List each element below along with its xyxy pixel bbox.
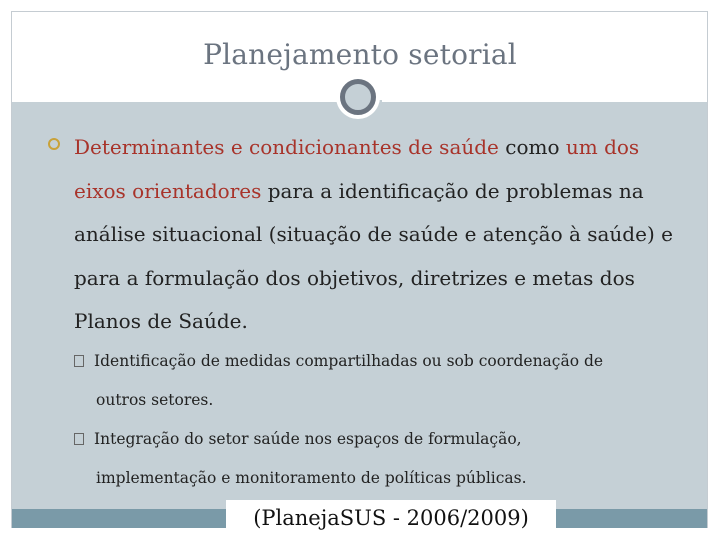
square-bullet-icon bbox=[74, 355, 84, 367]
divider-left bbox=[12, 98, 338, 102]
slide-title: Planejamento setorial bbox=[203, 38, 517, 71]
text-como: como bbox=[498, 135, 566, 159]
ring-bullet-icon bbox=[48, 138, 60, 150]
sub-bullet-1-line-2: outros setores. bbox=[96, 391, 214, 409]
sub-bullet-2-line-1: Integração do setor saúde nos espaços de formulação, bbox=[94, 430, 522, 448]
main-line-3: análise situacional (situação de saúde e atenção à saúde) e bbox=[74, 222, 673, 246]
highlight-um-dos: um dos bbox=[565, 135, 640, 159]
citation: (PlanejaSUS - 2006/2009) bbox=[226, 500, 556, 536]
sub-bullet-1-line-1: Identificação de medidas compartilhadas ou sob coordenação de bbox=[94, 352, 604, 370]
main-line-5: Planos de Saúde. bbox=[74, 309, 248, 333]
square-bullet-icon bbox=[74, 433, 84, 445]
main-line-4: para a formulação dos objetivos, diretrizes e metas dos bbox=[74, 265, 635, 290]
main-line-2 bbox=[74, 170, 699, 214]
sub-bullet-2-line-2: implementação e monitoramento de políticas públicas. bbox=[96, 469, 527, 487]
sub-bullet-1 bbox=[74, 342, 699, 420]
main-line-1 bbox=[74, 126, 699, 170]
divider-right bbox=[382, 98, 707, 102]
highlight-eixos: eixos orientadores bbox=[74, 178, 262, 203]
main-bullet-text bbox=[74, 126, 699, 344]
text-identificacao: para a identificação de problemas na bbox=[261, 178, 644, 203]
circle-ornament-icon bbox=[340, 79, 376, 115]
sub-bullet-2 bbox=[74, 420, 699, 498]
highlight-determinantes: Determinantes e condicionantes de saúde bbox=[74, 135, 499, 159]
